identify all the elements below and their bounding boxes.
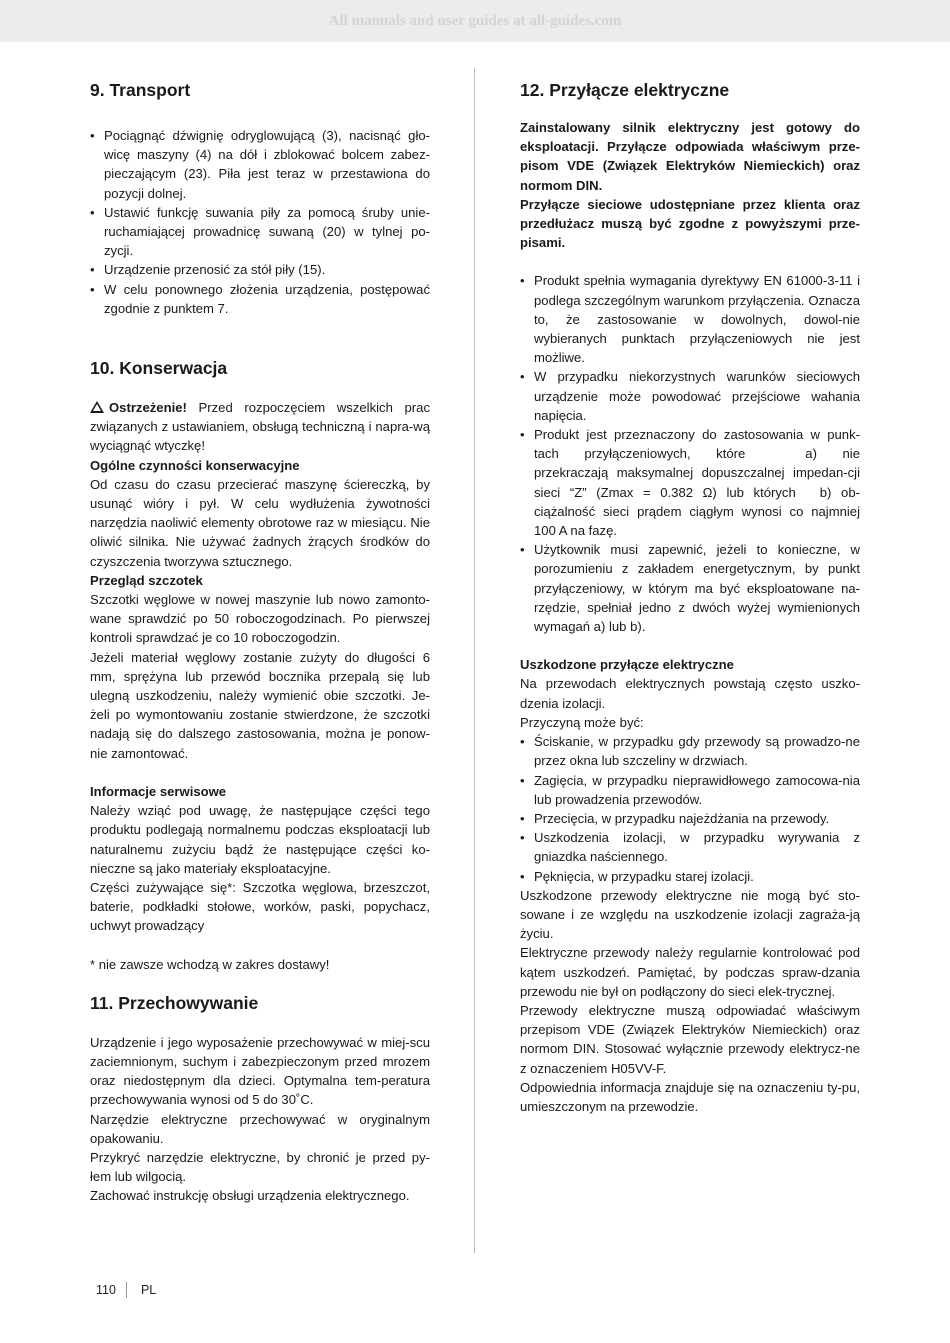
footnote: * nie zawsze wchodzą w zakres dostawy!: [90, 956, 330, 972]
list-item: • Zagięcia, w przypadku nieprawidłowego zamocowa-nia lub prowadzenia przewodów.: [520, 771, 860, 809]
paragraph: Przykryć narzędzie elektryczne, by chronić je przed py-łem lub wilgocią.: [90, 1149, 430, 1185]
footer-separator: [126, 1282, 127, 1298]
paragraph: Od czasu do czasu przecierać maszynę ściereczką, by usunąć wióry i pył. W celu wydłużenia żywotności narzędzia naoliwić elementy obrotowe raz w miesiącu. Nie oliwić silnika. Nie używać żadnych żrących środków do czyszczenia tworzywa sztucznego.: [90, 476, 430, 569]
paragraph: Odpowiednia informacja znajduje się na oznaczeniu ty-pu, umieszczonym na przewodzie.: [520, 1079, 860, 1114]
subheading-damaged: Uszkodzone przyłącze elektryczne: [520, 657, 734, 673]
transport-list: [90, 126, 430, 318]
item-text: b) ob-ciążalność sieci prądem ciągłym wynosi co najmniej 100 A na fazę.: [534, 484, 860, 539]
subheading-general: Ogólne czynności konserwacyjne: [90, 457, 300, 473]
right-column: [520, 78, 860, 1116]
paragraph: Uszkodzone przewody elektryczne nie mogą być sto-sowane i ze względu na uszkodzenie izolacji zagraża-ją życiu.: [520, 887, 860, 942]
paragraph: Należy wziąć pod uwagę, że następujące części tego produktu podlegają normalnemu podczas eksploatacji lub naturalnemu zużyciu bądź że następujące części ko-nieczne są jako materiały eksploatacyjne.: [90, 803, 430, 876]
subheading-brushes: Przegląd szczotek: [90, 572, 203, 588]
paragraph: Elektryczne przewody należy regularnie kontrolować pod kątem uszkodzeń. Pamiętać, by podczas spraw-dzania przewodu nie był on podłączony do sieci elek-trycznej.: [520, 945, 860, 999]
section-title-electrical: 12. Przyłącze elektryczne: [520, 80, 730, 100]
item-text: a) nie przekraczają maksymalnej dopuszczalnej impedan-cji sieci “Z” (Zmax = 0.382 Ω) lub których: [534, 446, 860, 500]
paragraph: Części zużywające się*: Szczotka węglowa, brzeszczot, baterie, podkładki stołowe, worków, paski, popychacz, uchwyt prowadzący: [90, 879, 430, 934]
warning-text: Przed rozpoczęciem wszelkich prac związanych z ustawianiem, obsługą techniczną i napra-wą wyciągnąć wtyczkę!: [90, 400, 430, 454]
list-item: • W przypadku niekorzystnych warunków sieciowych urządzenie może powodować przejściowe wahania napięcia.: [520, 367, 860, 425]
warning-icon: [90, 401, 104, 413]
requirements-list: [520, 271, 860, 636]
item-text: Produkt jest przeznaczony do zastosowania w punk-tach przyłączeniowych, które: [534, 427, 860, 462]
section-title-maintenance: 10. Konserwacja: [90, 358, 228, 379]
subheading-service: Informacje serwisowe: [90, 783, 227, 799]
list-item: • W celu ponownego złożenia urządzenia, postępować zgodnie z punktem 7.: [90, 280, 430, 318]
intro-paragraph: Przyłącze sieciowe udostępniane przez klienta oraz przedłużacz muszą być zgodne z powyższymi prze-pisami.: [520, 196, 860, 251]
list-item: • Uszkodzenia izolacji, w przypadku wyrywania z gniazdka naściennego.: [520, 828, 860, 866]
section-title-transport: 9. Transport: [90, 80, 191, 100]
site-banner: All manuals and user guides at all-guides.com: [0, 0, 950, 42]
list-item: [520, 425, 860, 540]
left-column: [90, 78, 430, 1206]
list-item: • Użytkownik musi zapewnić, jeżeli to konieczne, w porozumieniu z zakładem energetycznym, by punkt przyłączeniowy, w którym ma być eksploatowane na-rzędzie, spełniał jedno z dwóch wyżej wymienionych wymagań a) lub b).: [520, 540, 860, 636]
list-item: • Produkt spełnia wymagania dyrektywy EN 61000-3-11 i podlega szczególnym warunkom przyłączenia. Oznacza to, że zastosowanie w dowolnych, dowol-nie wybieranych punktach przyłączeniowych nie jest możliwe.: [520, 271, 860, 367]
warning-label: Ostrzeżenie!: [109, 400, 187, 416]
page-number: 110: [96, 1283, 116, 1297]
intro-paragraph: Zainstalowany silnik elektryczny jest gotowy do eksploatacji. Przyłącze odpowiada właściwym prze-pisom VDE (Związek Elektryków Niemieckich) oraz normom DIN.: [520, 120, 860, 193]
paragraph: Przyczyną może być:: [520, 714, 644, 730]
paragraph: Przewody elektryczne muszą odpowiadać właściwym przepisom VDE (Związek Elektryków Niemieckich) oraz normom DIN. Stosować wyłącznie przewody elektrycz-ne z oznaczeniem H05VV-F.: [520, 1002, 860, 1076]
list-item: • Ustawić funkcję suwania piły za pomocą śruby unie-ruchamiającej prowadnicę suwaną (20) w tylnej po-zycji.: [90, 203, 430, 261]
list-item: • Przecięcia, w przypadku najeżdżania na przewody.: [520, 809, 860, 828]
list-item: • Pociągnąć dźwignię odryglowującą (3), nacisnąć gło-wicę maszyny (4) na dół i zblokować bolcem zabez-pieczającym (23). Piła jest teraz w przestawiona do pozycji dolnej.: [90, 126, 430, 203]
page-footer: [96, 1282, 156, 1298]
column-divider: [474, 68, 475, 1253]
paragraph: Na przewodach elektrycznych powstają często uszko-dzenia izolacji.: [520, 676, 860, 711]
paragraph: Jeżeli materiał węglowy zostanie zużyty do długości 6 mm, sprężyna lub przewód bocznika przepalą się lub ulegną uszkodzeniu, należy wymienić obie szczotki. Je-żeli po wymontowaniu zostanie stwierdzone, że szczotki nadają się do dalszego zastosowania, można je ponow-nie zamontować.: [90, 649, 430, 761]
paragraph: Urządzenie i jego wyposażenie przechowywać w miej-scu zaciemnionym, suchym i zabezpieczonym przed mrozem oraz niedostępnym dla dzieci. Optymalna tem-peratura przechowywania wynosi od 5 do 30˚C.: [90, 1034, 430, 1108]
list-item: • Urządzenie przenosić za stół piły (15).: [90, 260, 430, 279]
warning-paragraph: [90, 398, 430, 456]
language-code: PL: [140, 1283, 157, 1297]
list-item: • Ściskanie, w przypadku gdy przewody są prowadzo-ne przez okna lub szczeliny w drzwiach.: [520, 732, 860, 770]
paragraph: Narzędzie elektryczne przechowywać w oryginalnym opakowaniu.: [90, 1111, 430, 1146]
paragraph: Zachować instrukcję obsługi urządzenia elektrycznego.: [90, 1188, 410, 1204]
section-title-storage: 11. Przechowywanie: [90, 992, 259, 1013]
causes-list: [520, 732, 860, 886]
list-item: • Pęknięcia, w przypadku starej izolacji.: [520, 867, 860, 886]
paragraph: Szczotki węglowe w nowej maszynie lub nowo zamonto-wane sprawdzić po 50 roboczogodzinach. Po pierwszej kontroli sprawdzać je co 10 roboczogodzin.: [90, 592, 430, 646]
